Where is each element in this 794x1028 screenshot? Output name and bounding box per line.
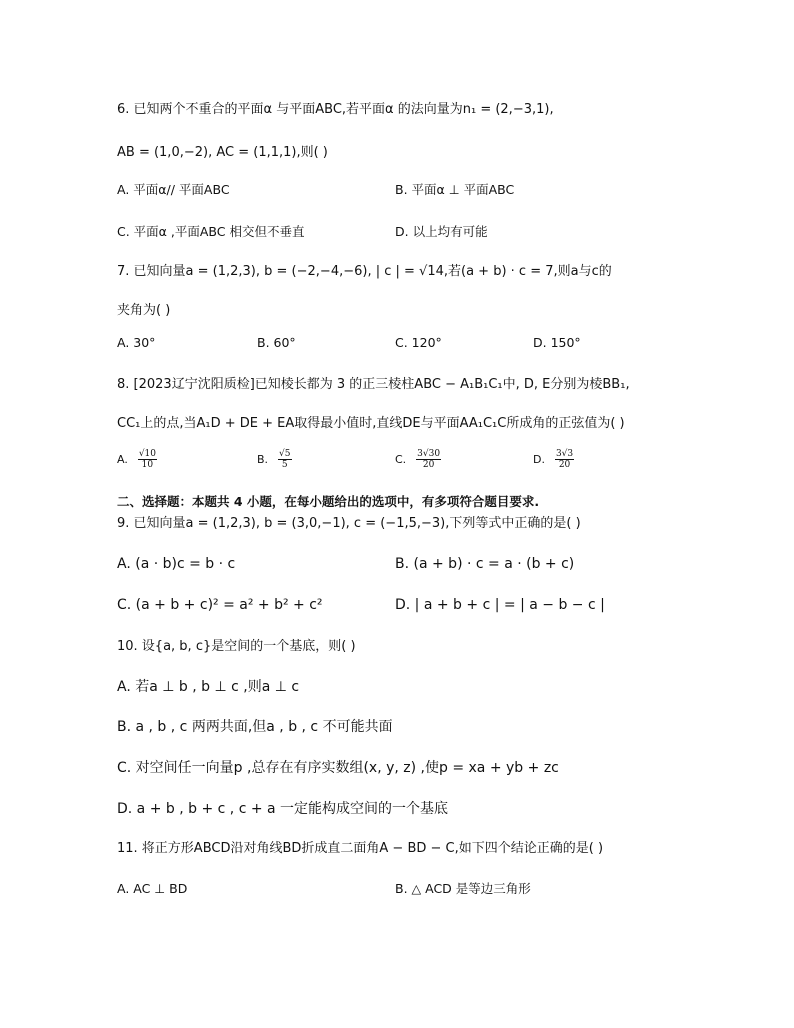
q8-option-d <box>533 449 574 470</box>
q8-option-a-numerator: √10 <box>138 449 156 459</box>
q7-option-a: A. 30° <box>117 335 156 350</box>
q10-option-b: B. a , b , c 两两共面,但a , b , c 不可能共面 <box>117 719 393 735</box>
q8-option-a-denominator: 10 <box>141 460 154 470</box>
q10-option-c: C. 对空间任一向量p ,总存在有序实数组(x, y, z) ,使p = xa + yb + zc <box>117 760 559 776</box>
q8-stem-line1: 8. [2023辽宁沈阳质检]已知棱长都为 3 的正三棱柱ABC − A₁B₁C₁中, D, E分别为棱BB₁, <box>117 377 630 392</box>
q8-option-a-label: A. <box>117 453 128 466</box>
q7-stem-line2: 夹角为( ) <box>117 303 171 318</box>
q9-option-a: A. (a · b)c = b · c <box>117 556 236 572</box>
q8-option-b <box>257 449 292 470</box>
q6-stem-line1: 6. 已知两个不重合的平面α 与平面ABC,若平面α 的法向量为n₁ = (2,−3,1), <box>117 102 554 117</box>
q8-option-b-numerator: √5 <box>279 449 291 459</box>
q6-stem-line2: AB = (1,0,−2), AC = (1,1,1),则( ) <box>117 145 328 160</box>
q8-option-b-label: B. <box>257 453 269 466</box>
q6-option-c: C. 平面α ,平面ABC 相交但不垂直 <box>117 224 305 239</box>
q8-option-c-label: C. <box>395 453 407 466</box>
q6-option-d: D. 以上均有可能 <box>395 224 488 239</box>
q10-option-a: A. 若a ⊥ b , b ⊥ c ,则a ⊥ c <box>117 679 300 695</box>
q8-option-d-label: D. <box>533 453 545 466</box>
q9-option-c: C. (a + b + c)² = a² + b² + c² <box>117 597 323 613</box>
q8-option-a <box>117 449 157 470</box>
q7-option-d: D. 150° <box>533 335 581 350</box>
q7-stem-line1: 7. 已知向量a = (1,2,3), b = (−2,−4,−6), | c | = √14,若(a + b) · c = 7,则a与c的 <box>117 264 612 279</box>
q9-option-d: D. | a + b + c | = | a − b − c | <box>395 597 605 613</box>
q8-option-d-numerator: 3√3 <box>555 449 574 459</box>
q11-stem-line1: 11. 将正方形ABCD沿对角线BD折成直二面角A − BD − C,如下四个结论正确的是( ) <box>117 841 604 856</box>
q9-option-b: B. (a + b) · c = a · (b + c) <box>395 556 575 572</box>
section-heading: 二、选择题：本题共 4 小题，在每小题给出的选项中，有多项符合题目要求. <box>117 494 540 509</box>
q11-option-a: A. AC ⊥ BD <box>117 881 188 896</box>
q8-option-c-numerator: 3√30 <box>417 449 441 459</box>
q8-option-c-fraction <box>416 449 441 470</box>
q8-option-a-fraction <box>138 449 157 470</box>
q8-stem-line2: CC₁上的点,当A₁D + DE + EA取得最小值时,直线DE与平面AA₁C₁C所成角的正弦值为( ) <box>117 416 625 431</box>
q10-stem-line1: 10. 设{a, b, c}是空间的一个基底，则( ) <box>117 639 356 654</box>
q7-option-c: C. 120° <box>395 335 442 350</box>
q6-option-a: A. 平面α// 平面ABC <box>117 182 230 197</box>
q10-option-d: D. a + b , b + c , c + a 一定能构成空间的一个基底 <box>117 801 449 817</box>
q6-option-b: B. 平面α ⊥ 平面ABC <box>395 182 515 197</box>
q7-option-b: B. 60° <box>257 335 296 350</box>
q8-option-b-denominator: 5 <box>281 460 288 470</box>
q8-option-c-denominator: 20 <box>422 460 435 470</box>
q9-stem-line1: 9. 已知向量a = (1,2,3), b = (3,0,−1), c = (−1,5,−3),下列等式中正确的是( ) <box>117 516 581 531</box>
q11-option-b: B. △ ACD 是等边三角形 <box>395 881 531 896</box>
q8-option-d-fraction <box>555 449 574 470</box>
q8-option-d-denominator: 20 <box>558 460 571 470</box>
q8-option-c <box>395 449 441 470</box>
q8-option-b-fraction <box>278 449 291 470</box>
